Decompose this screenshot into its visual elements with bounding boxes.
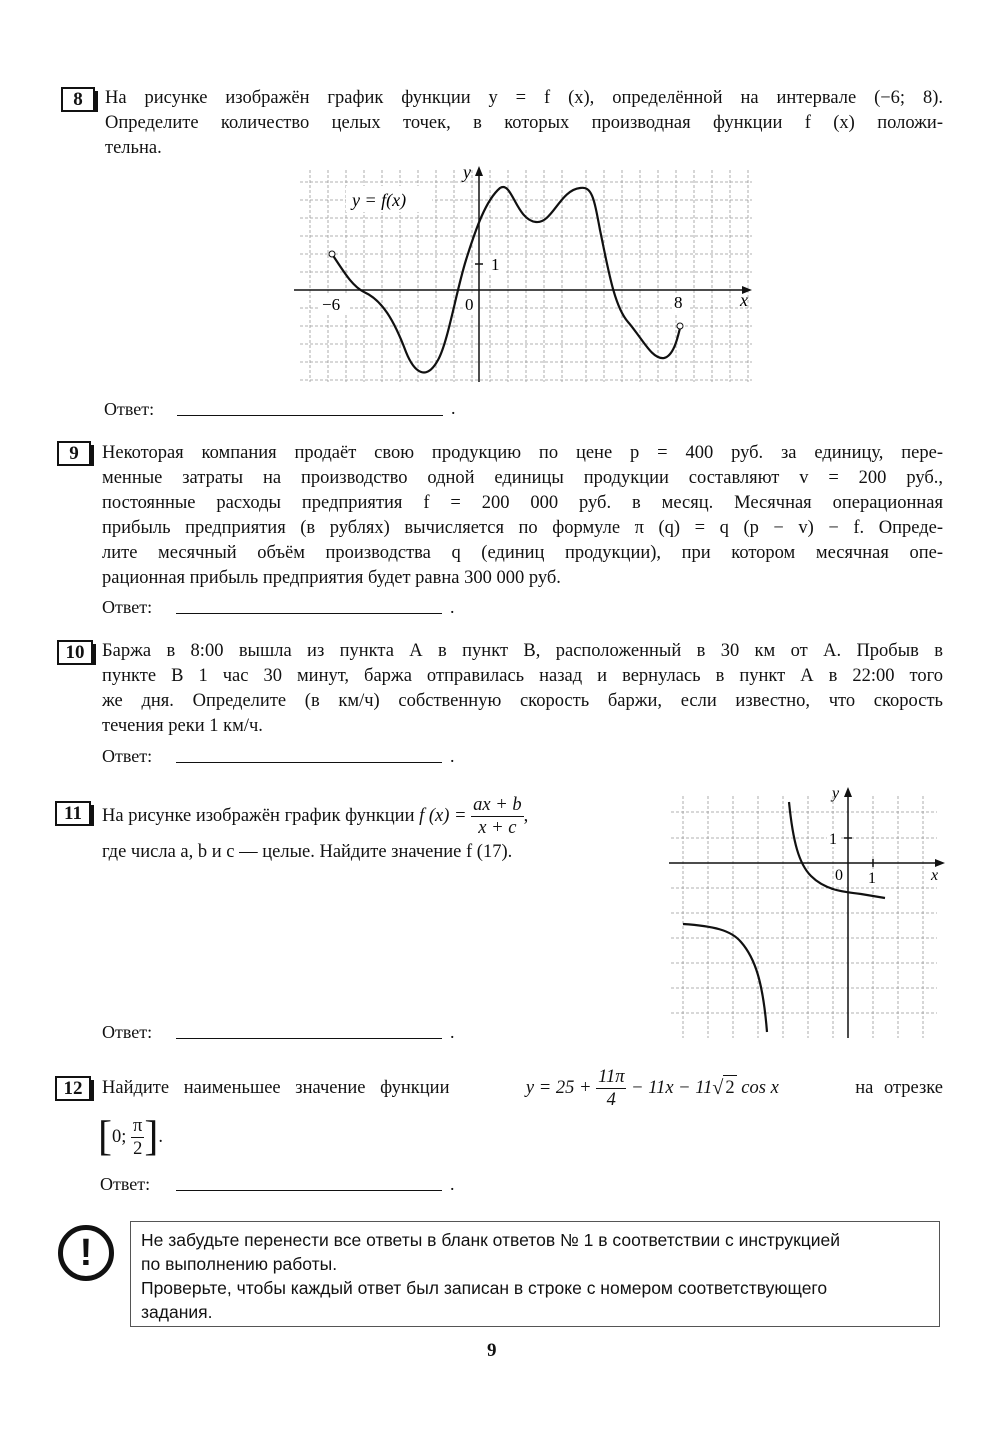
answer-field-12[interactable] bbox=[176, 1172, 442, 1191]
answer-label: Ответ: bbox=[100, 1174, 151, 1194]
y-axis-label: y bbox=[463, 162, 471, 182]
interval-fraction bbox=[131, 1115, 144, 1160]
exclamation-icon: ! bbox=[58, 1225, 114, 1281]
answer-field-10[interactable] bbox=[176, 744, 442, 763]
formula-start: y = 25 + bbox=[525, 1077, 592, 1098]
answer-field-8[interactable] bbox=[177, 397, 443, 416]
task-10-line: течения реки 1 км/ч. bbox=[102, 716, 263, 736]
task-8-line: Определите количество целых точек, в которых производная функции f (x) положи- bbox=[105, 113, 943, 133]
task-10-line: Баржа в 8:00 вышла из пункта А в пункт В, расположенный в 30 км от А. Пробыв в bbox=[102, 641, 943, 661]
answer-dot: . bbox=[451, 398, 456, 418]
task-number-9: 9 bbox=[57, 441, 91, 466]
page-number: 9 bbox=[487, 1340, 497, 1361]
numerator: ax + b bbox=[473, 794, 522, 815]
answer-dot: . bbox=[450, 1022, 455, 1042]
task-number-11: 11 bbox=[55, 801, 91, 826]
task-number-8: 8 bbox=[61, 87, 95, 112]
task-11-hyperbola-graph bbox=[665, 782, 950, 1040]
task-12-line bbox=[102, 1064, 943, 1112]
task-11-prefix: На рисунке изображён график функции bbox=[102, 805, 415, 826]
task-12-prefix: Найдите наименьшее значение функции bbox=[102, 1077, 450, 1098]
numerator: 11π bbox=[598, 1066, 625, 1087]
denominator: 4 bbox=[606, 1089, 616, 1110]
function-lhs: f (x) = bbox=[419, 805, 467, 826]
tick-label-x1: 1 bbox=[868, 870, 876, 887]
notice-box bbox=[130, 1221, 940, 1327]
task-8-text bbox=[105, 86, 943, 161]
y-axis-arrow bbox=[475, 166, 483, 176]
hyperbola-left-branch bbox=[683, 924, 767, 1032]
interval-tail: . bbox=[158, 1126, 163, 1147]
denominator: 2 bbox=[133, 1138, 143, 1159]
answer-dot: . bbox=[450, 1174, 455, 1194]
denominator: x + c bbox=[478, 817, 517, 838]
task-9-line: лите месячный объём производства q (единиц продукции), при котором месячная опе- bbox=[102, 543, 943, 563]
interval-start: 0; bbox=[112, 1126, 127, 1147]
grid bbox=[671, 796, 937, 1038]
y-axis-label: y bbox=[832, 785, 840, 802]
x-axis-label: x bbox=[931, 867, 939, 884]
task-12-formula bbox=[526, 1066, 779, 1111]
task-8-function-graph bbox=[290, 160, 760, 385]
answer-field-9[interactable] bbox=[176, 595, 442, 614]
task-11-line bbox=[102, 792, 642, 840]
x-axis-label: x bbox=[740, 290, 748, 310]
notice-line: Не забудьте перенести все ответы в бланк ответов № 1 в соответствии с инструкцией bbox=[141, 1230, 841, 1250]
formula-mid: − 11x − 11 bbox=[631, 1077, 713, 1098]
sqrt-sign: √ bbox=[712, 1076, 724, 1099]
function-fraction bbox=[471, 794, 523, 839]
bracket-right: ] bbox=[144, 1114, 159, 1160]
task-8-line: На рисунке изображён график функции y = f (x), определённой на интервале (−6; 8). bbox=[105, 88, 943, 108]
x-axis-arrow bbox=[935, 859, 945, 867]
notice-line: Проверьте, чтобы каждый ответ был записан в строке с номером соответствующего bbox=[141, 1278, 828, 1298]
bracket-left: [ bbox=[98, 1114, 112, 1160]
notice-line: задания. bbox=[141, 1302, 213, 1322]
answer-label: Ответ: bbox=[102, 1022, 153, 1042]
task-11-line: где числа a, b и c — целые. Найдите значение f (17). bbox=[102, 842, 513, 862]
tick-label-0: 0 bbox=[835, 867, 843, 884]
answer-label: Ответ: bbox=[102, 746, 153, 766]
notice-line: по выполнению работы. bbox=[141, 1254, 338, 1274]
tick-label-8: 8 bbox=[674, 293, 683, 312]
task-10-line: же дня. Определите (в км/ч) собственную скорость баржи, если известно, что скорость bbox=[102, 691, 943, 711]
task-9-text bbox=[102, 441, 943, 591]
task-8-line: тельна. bbox=[105, 138, 162, 158]
comma: , bbox=[523, 805, 529, 826]
answer-label: Ответ: bbox=[104, 399, 155, 419]
open-endpoint-left bbox=[329, 251, 335, 257]
open-endpoint-right bbox=[677, 323, 683, 329]
sqrt-arg: 2 bbox=[723, 1075, 736, 1101]
numerator: π bbox=[133, 1115, 143, 1136]
function-label: y = f(x) bbox=[352, 190, 407, 210]
function-curve bbox=[332, 187, 680, 373]
task-12-suffix: на отрезке bbox=[855, 1077, 943, 1098]
y-axis-arrow bbox=[844, 787, 852, 797]
tick-label-y1: 1 bbox=[829, 831, 837, 848]
formula-end: cos x bbox=[741, 1077, 779, 1098]
task-number-10: 10 bbox=[57, 640, 93, 665]
answer-dot: . bbox=[450, 597, 455, 617]
task-12-interval bbox=[98, 1112, 163, 1162]
answer-dot: . bbox=[450, 746, 455, 766]
task-11-text bbox=[102, 792, 642, 865]
tick-label-neg6: −6 bbox=[322, 295, 341, 314]
formula-fraction bbox=[596, 1066, 626, 1111]
task-10-line: пункте В 1 час 30 минут, баржа отправилась назад и вернулась в пункт А в 22:00 того bbox=[102, 666, 943, 686]
answer-label: Ответ: bbox=[102, 597, 153, 617]
task-9-line: постоянные расходы предприятия f = 200 000 руб. в месяц. Месячная операционная bbox=[102, 493, 943, 513]
task-9-line: рационная прибыль предприятия будет равна 300 000 руб. bbox=[102, 568, 561, 588]
task-10-text bbox=[102, 639, 943, 739]
task-9-line: менные затраты на производство одной единицы продукции составляют v = 200 руб., bbox=[102, 468, 943, 488]
task-number-12: 12 bbox=[55, 1076, 91, 1101]
tick-label-0: 0 bbox=[465, 295, 474, 314]
answer-field-11[interactable] bbox=[176, 1020, 442, 1039]
tick-label-1: 1 bbox=[491, 255, 500, 274]
task-9-line: Некоторая компания продаёт свою продукцию по цене p = 400 руб. за единицу, пере- bbox=[102, 443, 943, 463]
task-9-line: прибыль предприятия (в рублях) вычисляется по формуле π (q) = q (p − v) − f. Опреде- bbox=[102, 518, 943, 538]
